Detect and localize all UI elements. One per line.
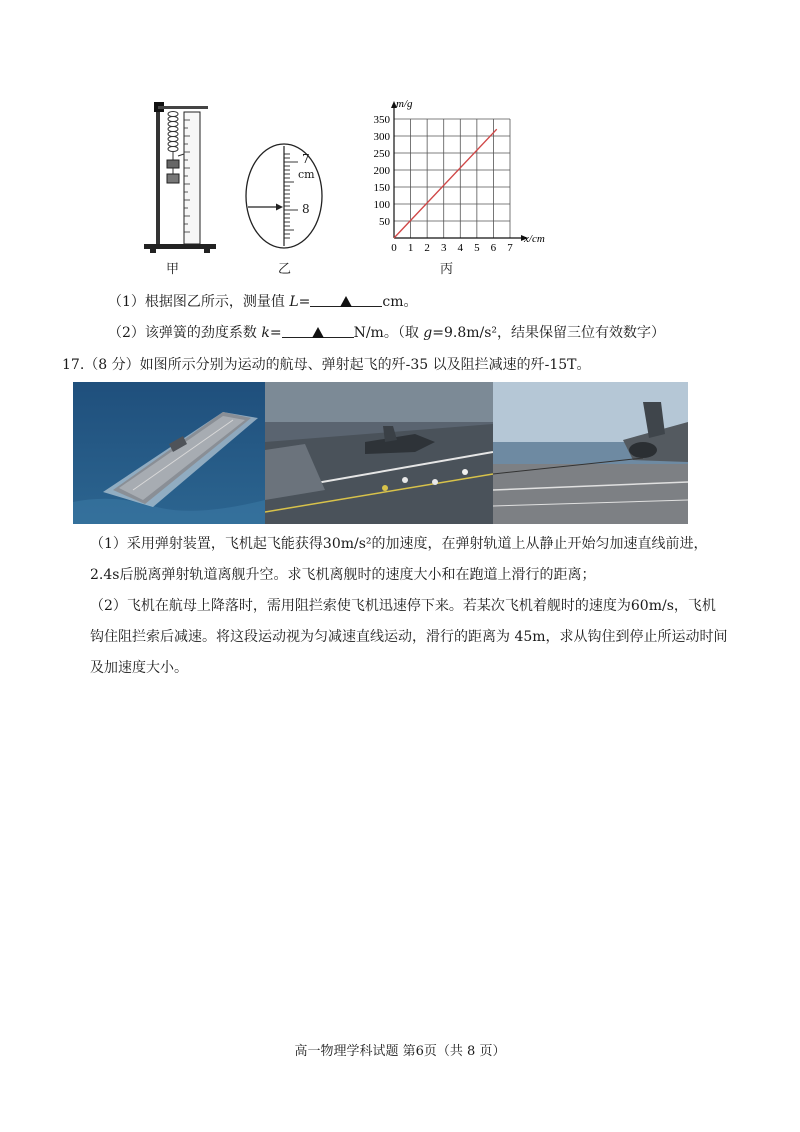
q16-sub1-var: L	[289, 294, 299, 310]
q17-part2-line2: 钩住阻拦索后减速。将这段运动视为匀减速直线运动，滑行的距离为 45m，求从钩住到停止所运动时间	[90, 629, 728, 645]
y-tick-label: 200	[373, 165, 390, 177]
q16-sub1-unit: cm。	[382, 294, 418, 310]
y-tick-label: 100	[373, 199, 390, 211]
x-tick-label: 2	[424, 242, 430, 254]
answer-blank-k[interactable]	[282, 323, 354, 338]
series-line	[394, 129, 497, 238]
q16-sub2-eq: =	[269, 325, 282, 341]
y-tick-label: 150	[373, 182, 390, 194]
q17-part2-line3: 及加速度大小。	[90, 660, 188, 676]
triangle-icon	[340, 296, 352, 307]
q16-sub2-rest: =9.8m/s²，结果保留三位有效数字）	[432, 325, 666, 341]
q17-photo-strip	[73, 382, 688, 524]
carrier-photo	[73, 382, 265, 524]
q17-part1-line2: 2.4s后脱离弹射轨道离舰升空。求飞机离舰时的速度大小和在跑道上滑行的距离；	[90, 567, 596, 583]
y-tick-label: 350	[373, 114, 390, 126]
x-tick-label: 4	[457, 242, 464, 254]
triangle-icon	[312, 327, 324, 338]
figure-bing-caption: 丙	[440, 262, 454, 277]
q16-sub1	[108, 292, 418, 312]
x-tick-label: 0	[391, 242, 397, 254]
x-tick-label: 5	[474, 242, 480, 254]
x-tick-label: 6	[490, 242, 497, 254]
q16-sub2-text: （2）该弹簧的劲度系数	[108, 325, 262, 341]
figure-yi-caption: 乙	[278, 262, 292, 277]
q16-sub2-var: k	[261, 325, 270, 341]
ruler-tick-7: 7	[302, 152, 310, 166]
x-tick-label: 3	[440, 242, 447, 254]
x-tick-label: 1	[407, 242, 414, 254]
q17-part1-line1: （1）采用弹射装置，飞机起飞能获得30m/s²的加速度，在弹射轨道上从静止开始匀加速直线前进，	[90, 536, 708, 552]
ruler-tick-8: 8	[302, 202, 310, 216]
y-tick-label: 300	[373, 131, 390, 143]
ruler-unit-label: cm	[298, 168, 315, 181]
answer-blank-L[interactable]	[310, 292, 382, 307]
q17-heading: 17.（8 分）如图所示分别为运动的航母、弹射起飞的歼-35 以及阻拦减速的歼-15T。	[62, 357, 591, 373]
catapult-jet-photo	[265, 382, 493, 524]
y-tick-label: 50	[379, 216, 390, 228]
q16-sub2-unit: N/m。（取	[353, 325, 424, 341]
figure-jia-caption: 甲	[166, 262, 180, 277]
ruler-magnified-figure	[242, 140, 326, 252]
q16-sub1-eq: =	[298, 294, 311, 310]
q16-sub1-text: （1）根据图乙所示，测量值	[108, 294, 290, 310]
page-footer: 高一物理学科试题 第6页（共 8 页）	[294, 1044, 506, 1059]
arrested-landing-photo	[493, 382, 688, 524]
y-axis-label: m/g	[396, 100, 413, 110]
x-tick-label: 7	[507, 242, 513, 254]
q16-sub2	[108, 323, 665, 343]
q17-part2-line1: （2）飞机在航母上降落时，需用阻拦索使飞机迅速停下来。若某次飞机着舰时的速度为60m/s，飞机	[90, 598, 716, 614]
mass-extension-graph	[360, 100, 550, 260]
y-tick-label: 250	[373, 148, 390, 160]
x-axis-label: x/cm	[524, 233, 545, 245]
q16-sub2-g: g	[423, 325, 433, 341]
spring-apparatus-figure	[140, 98, 220, 258]
